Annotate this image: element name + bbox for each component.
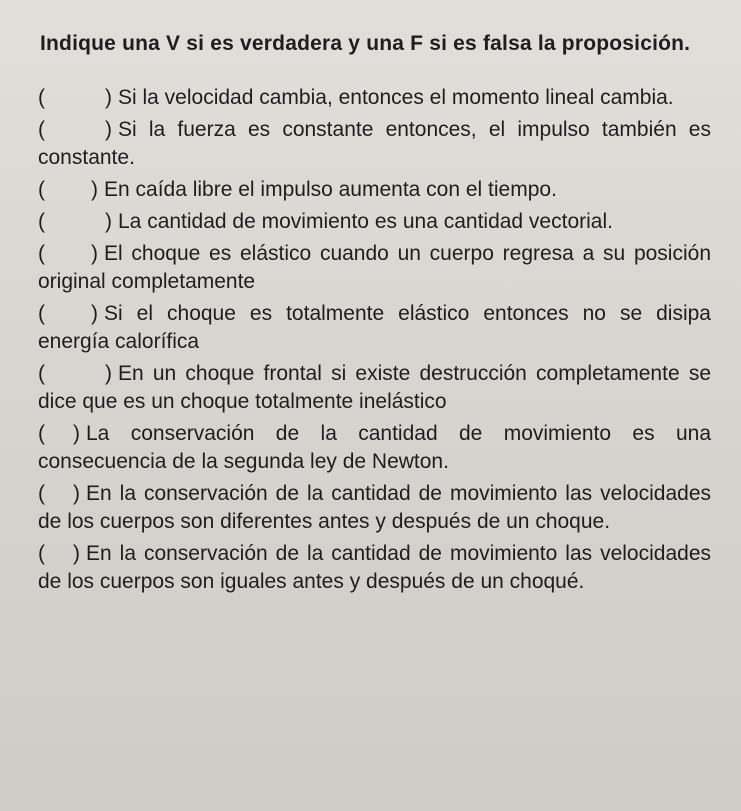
answer-paren-close: ): [105, 362, 112, 385]
answer-paren-close: ): [73, 542, 80, 565]
answer-paren-open: (: [38, 542, 45, 565]
instructions-heading: Indique una V si es verdadera y una F si es falsa la proposición.: [40, 32, 691, 55]
answer-paren-close: ): [73, 422, 80, 445]
answer-paren-open: (: [38, 86, 45, 109]
statement-text: En la conservación de la cantidad de movimiento las velocidades de los cuerpos son diferentes antes y después de un choque.: [38, 482, 711, 533]
statement-item-8: [38, 420, 711, 476]
statement-text: Si el choque es totalmente elástico entonces no se disipa energía calorífica: [38, 302, 711, 353]
answer-paren-open: (: [38, 302, 45, 325]
answer-paren-open: (: [38, 210, 45, 233]
statement-text: Si la fuerza es constante entonces, el impulso también es constante.: [38, 118, 711, 169]
answer-paren-open: (: [38, 242, 45, 265]
statement-item-5: [38, 240, 711, 296]
statement-item-2: [38, 116, 711, 172]
statement-item-10: [38, 540, 711, 596]
answer-paren-open: (: [38, 178, 45, 201]
answer-paren-close: ): [105, 118, 112, 141]
answer-paren-open: (: [38, 118, 45, 141]
answer-paren-close: ): [91, 242, 98, 265]
answer-paren-close: ): [91, 302, 98, 325]
statement-text: En caída libre el impulso aumenta con el tiempo.: [104, 178, 557, 201]
statement-text: La conservación de la cantidad de movimiento es una consecuencia de la segunda ley de Newton.: [38, 422, 711, 473]
statement-text: En la conservación de la cantidad de movimiento las velocidades de los cuerpos son iguales antes y después de un choqué.: [38, 542, 711, 593]
statement-item-7: [38, 360, 711, 416]
statement-item-3: [38, 176, 711, 204]
statement-item-1: [38, 84, 711, 112]
answer-paren-open: (: [38, 362, 45, 385]
statement-text: El choque es elástico cuando un cuerpo regresa a su posición original completamente: [38, 242, 711, 293]
answer-paren-close: ): [73, 482, 80, 505]
answer-paren-close: ): [105, 86, 112, 109]
statement-item-9: [38, 480, 711, 536]
answer-paren-close: ): [105, 210, 112, 233]
answer-paren-close: ): [91, 178, 98, 201]
statement-text: Si la velocidad cambia, entonces el momento lineal cambia.: [118, 86, 674, 109]
statement-text: En un choque frontal si existe destrucción completamente se dice que es un choque totalmente inelástico: [38, 362, 711, 413]
statement-text: La cantidad de movimiento es una cantidad vectorial.: [118, 210, 613, 233]
true-false-list: [38, 84, 711, 596]
statement-item-4: [38, 208, 711, 236]
statement-item-6: [38, 300, 711, 356]
answer-paren-open: (: [38, 482, 45, 505]
answer-paren-open: (: [38, 422, 45, 445]
